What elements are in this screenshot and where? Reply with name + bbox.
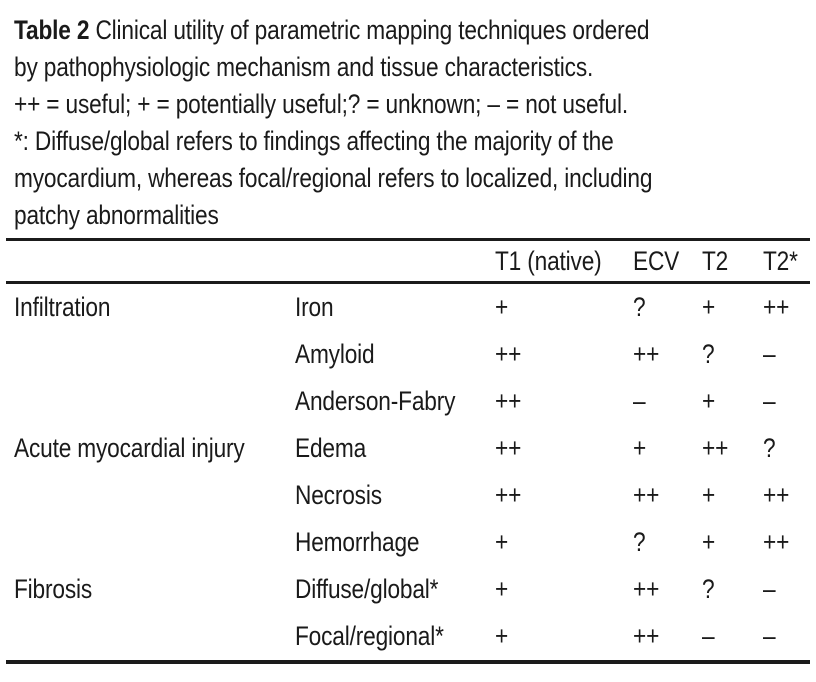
value-cell-t1: ++ [495,386,522,416]
tissue-cell: Focal/regional* [295,621,444,651]
mechanism-cell: Acute myocardial injury [14,433,245,463]
value-cell-t1: ++ [495,433,522,463]
value-cell-ecv: ? [633,527,646,557]
table-row [6,425,810,472]
value-cell-ecv: + [633,433,647,463]
data-table [6,238,810,664]
table-row [6,519,810,566]
table-row [6,284,810,331]
column-header-ecv: ECV [633,245,680,276]
value-cell-t2-star: – [763,574,776,604]
tissue-cell: Iron [295,292,334,322]
caption-title-text: Clinical utility of parametric mapping techniques ordered [95,15,650,45]
table-row [6,566,810,613]
table-caption [0,0,816,234]
value-cell-ecv: – [633,386,646,416]
value-cell-t1: ++ [495,339,522,369]
value-cell-t2-star: ++ [763,292,790,322]
table-row [6,613,810,660]
value-cell-ecv: ? [633,292,646,322]
tissue-cell: Necrosis [295,480,382,510]
value-cell-ecv: ++ [633,339,660,369]
table-header-row [6,241,810,281]
mechanism-cell: Fibrosis [14,574,93,604]
caption-line [14,86,816,123]
table-row [6,331,810,378]
value-cell-t1: + [495,621,509,651]
column-header-t2-star: T2* [763,245,798,276]
caption-line [14,197,816,234]
value-cell-t1: + [495,527,509,557]
caption-footnote-text: *: Diffuse/global refers to findings affecting the majority of the [14,126,614,156]
value-cell-t2: ? [702,339,715,369]
column-header-t1-native: T1 (native) [495,245,602,276]
caption-line [14,49,816,86]
value-cell-t2-star: ++ [763,527,790,557]
value-cell-ecv: ++ [633,621,660,651]
value-cell-t2: + [702,527,716,557]
value-cell-t2: + [702,292,716,322]
table-number-label: Table 2 [14,15,90,45]
tissue-cell: Edema [295,433,367,463]
value-cell-t2-star: – [763,339,776,369]
value-cell-t1: + [495,292,509,322]
tissue-cell: Diffuse/global* [295,574,439,604]
caption-legend-text: ++ = useful; + = potentially useful;? = unknown; – = not useful. [14,89,629,119]
caption-line [14,123,816,160]
table-row [6,378,810,425]
table-row [6,472,810,519]
value-cell-t2-star: ++ [763,480,790,510]
value-cell-t2-star: ? [763,433,776,463]
caption-line [14,12,816,49]
caption-footnote-text: patchy abnormalities [14,200,219,230]
caption-footnote-text: myocardium, whereas focal/regional refers to localized, including [14,163,653,193]
value-cell-t2-star: – [763,621,776,651]
value-cell-t2: + [702,386,716,416]
value-cell-ecv: ++ [633,574,660,604]
caption-line [14,160,816,197]
value-cell-ecv: ++ [633,480,660,510]
value-cell-t1: ++ [495,480,522,510]
tissue-cell: Hemorrhage [295,527,420,557]
value-cell-t1: + [495,574,509,604]
mechanism-cell: Infiltration [14,292,111,322]
column-header-t2: T2 [702,245,729,276]
table-bottom-rule [6,660,810,664]
value-cell-t2-star: – [763,386,776,416]
tissue-cell: Anderson-Fabry [295,386,456,416]
value-cell-t2: + [702,480,716,510]
value-cell-t2: – [702,621,715,651]
value-cell-t2: ++ [702,433,729,463]
tissue-cell: Amyloid [295,339,375,369]
value-cell-t2: ? [702,574,715,604]
caption-text: by pathophysiologic mechanism and tissue characteristics. [14,52,594,82]
